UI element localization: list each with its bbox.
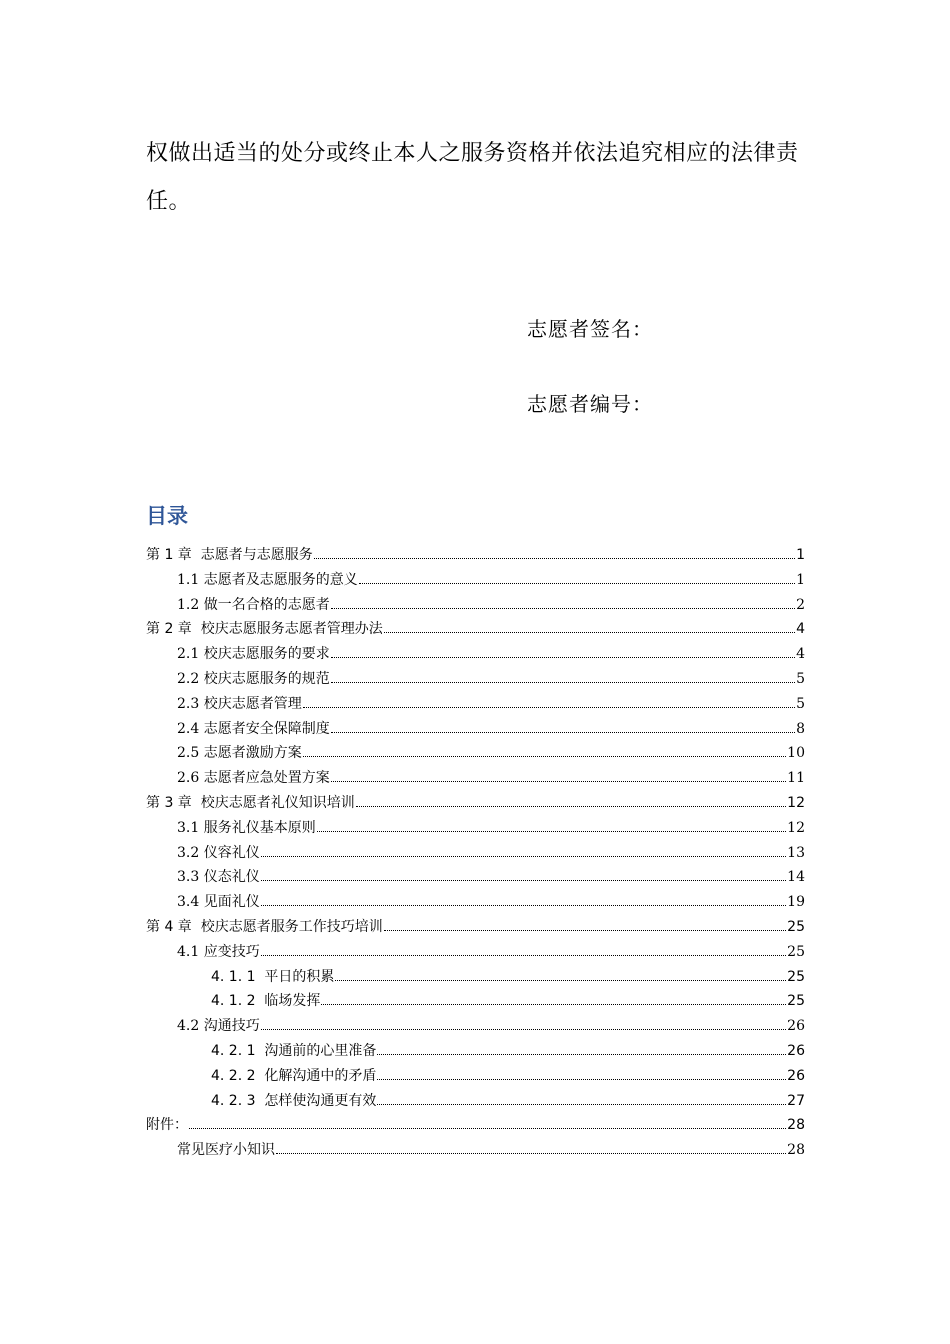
toc-leader-dots xyxy=(356,805,786,807)
toc-leader-dots xyxy=(331,731,795,733)
toc-entry[interactable] xyxy=(177,887,805,911)
toc-entry[interactable] xyxy=(146,540,805,564)
toc-entry-title: 1.1 志愿者及志愿服务的意义 xyxy=(177,571,358,588)
toc-leader-dots xyxy=(331,681,795,683)
toc-entry[interactable] xyxy=(177,565,805,589)
toc-page-number: 25 xyxy=(787,919,805,935)
toc-entry[interactable] xyxy=(177,664,805,688)
toc-entry[interactable] xyxy=(211,962,805,986)
toc-entry[interactable] xyxy=(177,838,805,862)
toc-leader-dots xyxy=(261,904,786,906)
toc-leader-dots xyxy=(377,1103,786,1105)
toc-leader-dots xyxy=(314,557,795,559)
toc-entry[interactable] xyxy=(177,1135,805,1159)
toc-entry-title: 3.2 仪容礼仪 xyxy=(177,844,260,861)
toc-leader-dots xyxy=(321,1003,786,1005)
toc-page-number: 19 xyxy=(787,894,805,911)
toc-page-number: 25 xyxy=(787,943,805,960)
toc-entry-title: 2.2 校庆志愿服务的规范 xyxy=(177,671,330,687)
toc-entry-title: 3.1 服务礼仪基本原则 xyxy=(177,819,316,836)
toc-leader-dots xyxy=(331,780,786,782)
toc-leader-dots xyxy=(377,1078,786,1080)
toc-leader-dots xyxy=(331,607,795,609)
toc-entry[interactable] xyxy=(177,714,805,738)
toc-page-number: 11 xyxy=(787,770,805,787)
toc-page-number: 4 xyxy=(796,646,805,663)
toc-page-number: 25 xyxy=(787,993,805,1010)
toc-page-number: 26 xyxy=(787,1043,805,1059)
toc-entry[interactable] xyxy=(177,937,805,961)
toc-page-number: 25 xyxy=(787,968,805,985)
toc-leader-dots xyxy=(276,1152,786,1154)
toc-page-number: 10 xyxy=(787,745,805,762)
toc-entry-title: 4. 2. 2 化解沟通中的矛盾 xyxy=(211,1067,377,1084)
toc-leader-dots xyxy=(331,656,795,658)
toc-entry-title: 4. 1. 2 临场发挥 xyxy=(211,993,321,1010)
toc-leader-dots xyxy=(303,755,786,757)
toc-entry-title: 4.1 应变技巧 xyxy=(177,943,260,960)
toc-entry-title: 2.4 志愿者安全保障制度 xyxy=(177,720,330,737)
toc-entry[interactable] xyxy=(146,614,805,638)
toc-leader-dots xyxy=(261,954,786,956)
toc-entry-title: 2.3 校庆志愿者管理 xyxy=(177,695,302,712)
toc-entry[interactable] xyxy=(177,1011,805,1035)
toc-page-number: 14 xyxy=(787,869,805,886)
toc-leader-dots xyxy=(261,879,786,881)
volunteer-signature-label: 志愿者签名： xyxy=(527,317,653,341)
toc-entry-title: 附件： xyxy=(146,1117,188,1134)
toc-page-number: 28 xyxy=(787,1117,805,1134)
toc-entry-title: 2.5 志愿者激励方案 xyxy=(177,745,302,762)
toc-leader-dots xyxy=(335,979,786,981)
toc-entry-title: 第 2 章 校庆志愿服务志愿者管理办法 xyxy=(146,621,383,638)
toc-page-number: 1 xyxy=(796,547,805,563)
toc-entry-title: 4. 2. 3 怎样使沟通更有效 xyxy=(211,1092,377,1109)
toc-entry-title: 2.6 志愿者应急处置方案 xyxy=(177,770,330,787)
toc-entry[interactable] xyxy=(177,689,805,713)
toc-entry[interactable] xyxy=(146,788,805,812)
body-text-line-1: 权做出适当的处分或终止本人之服务资格并依法追究相应的法律责 xyxy=(146,141,799,166)
toc-entry-title: 4. 1. 1 平日的积累 xyxy=(211,968,335,985)
toc-entry[interactable] xyxy=(211,1086,805,1110)
toc-leader-dots xyxy=(384,929,786,931)
toc-page-number: 12 xyxy=(787,795,805,811)
toc-entry[interactable] xyxy=(177,862,805,886)
toc-page-number: 13 xyxy=(787,844,805,861)
toc-entry-title: 2.1 校庆志愿服务的要求 xyxy=(177,646,330,663)
toc-leader-dots xyxy=(261,855,786,857)
volunteer-number-label: 志愿者编号： xyxy=(527,392,653,416)
toc-page-number: 4 xyxy=(796,621,805,638)
toc-entry[interactable] xyxy=(177,639,805,663)
toc-entry[interactable] xyxy=(211,1036,805,1060)
toc-entry-title: 第 4 章 校庆志愿者服务工作技巧培训 xyxy=(146,919,383,935)
toc-entry-title: 第 1 章 志愿者与志愿服务 xyxy=(146,547,313,563)
toc-title: 目录 xyxy=(146,504,188,528)
toc-leader-dots xyxy=(317,830,786,832)
toc-page-number: 8 xyxy=(796,720,805,737)
toc-leader-dots xyxy=(261,1028,786,1030)
toc-entry[interactable] xyxy=(146,1110,805,1134)
toc-entry[interactable] xyxy=(177,763,805,787)
toc-entry-title: 第 3 章 校庆志愿者礼仪知识培训 xyxy=(146,795,355,811)
toc-page-number: 2 xyxy=(796,596,805,613)
toc-entry-title: 4.2 沟通技巧 xyxy=(177,1018,260,1035)
toc-leader-dots xyxy=(359,582,795,584)
toc-entry-title: 3.3 仪态礼仪 xyxy=(177,869,260,886)
toc-entry-title: 4. 2. 1 沟通前的心里准备 xyxy=(211,1043,377,1059)
toc-leader-dots xyxy=(384,631,795,633)
toc-page-number: 26 xyxy=(787,1018,805,1035)
toc-entry-title: 1.2 做一名合格的志愿者 xyxy=(177,596,330,613)
toc-entry[interactable] xyxy=(146,912,805,936)
toc-leader-dots xyxy=(189,1127,786,1129)
toc-entry[interactable] xyxy=(177,590,805,614)
toc-page-number: 5 xyxy=(796,671,805,687)
body-text-line-2: 任。 xyxy=(146,189,192,214)
toc-entry-title: 3.4 见面礼仪 xyxy=(177,894,260,911)
toc-page-number: 28 xyxy=(787,1142,805,1159)
toc-page-number: 27 xyxy=(787,1092,805,1109)
toc-entry[interactable] xyxy=(177,813,805,837)
toc-leader-dots xyxy=(303,706,795,708)
toc-page-number: 12 xyxy=(787,819,805,836)
toc-page-number: 26 xyxy=(787,1067,805,1084)
toc-leader-dots xyxy=(377,1053,786,1055)
toc-entry[interactable] xyxy=(211,1061,805,1085)
toc-entry[interactable] xyxy=(177,738,805,762)
toc-page-number: 5 xyxy=(796,695,805,712)
toc-entry[interactable] xyxy=(211,986,805,1010)
toc-page-number: 1 xyxy=(796,571,805,588)
toc-entry-title: 常见医疗小知识 xyxy=(177,1142,275,1159)
